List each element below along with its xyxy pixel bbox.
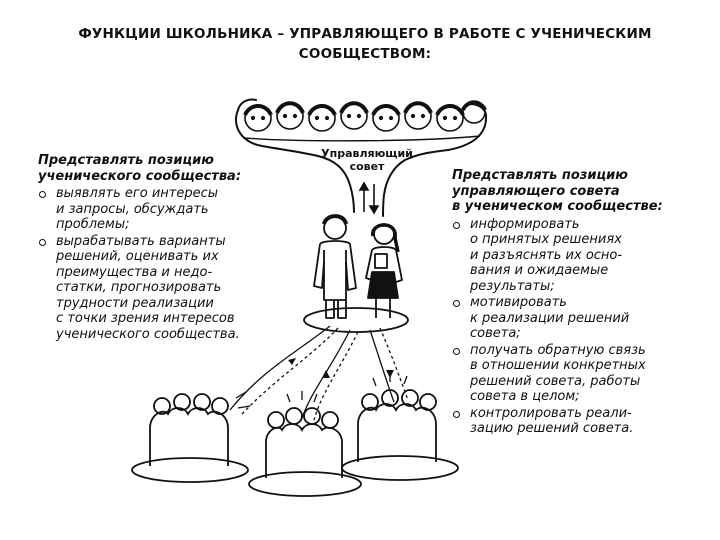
student-group-left <box>132 392 250 482</box>
list-item-line: вания и ожидаемые <box>470 263 609 278</box>
list-item-line: и запросы, обсуждать <box>56 201 209 217</box>
council-heads <box>244 101 485 141</box>
list-item-line: решений, оценивать их <box>56 249 219 264</box>
title-line-2: СООБЩЕСТВОМ: <box>298 46 432 62</box>
left-column <box>38 153 288 342</box>
list-item-line: получать обратную связь <box>470 342 646 358</box>
list-item-line: выявлять его интересы <box>56 186 218 201</box>
list-item-line: с точки зрения интересов <box>56 311 235 326</box>
student-representatives <box>304 216 408 332</box>
council-label: Управляющий совет <box>321 147 413 173</box>
council-head-1 <box>245 105 271 131</box>
right-column <box>452 168 692 437</box>
list-item-line: совета; <box>470 326 521 341</box>
council-head-6 <box>405 103 431 129</box>
list-item <box>452 295 692 342</box>
list-item <box>452 343 692 405</box>
council-head-3 <box>309 105 335 131</box>
list-item <box>38 186 288 233</box>
right-heading-line-1: Представлять позицию <box>452 168 628 183</box>
student-group-right <box>342 373 458 480</box>
list-item-line: преимущества и недо- <box>56 264 213 280</box>
list-item-line: статки, прогнозировать <box>56 280 222 295</box>
right-heading <box>452 168 692 215</box>
council-head-5 <box>373 105 399 131</box>
list-item <box>452 217 692 295</box>
flow-arrowheads <box>288 358 394 378</box>
council-head-2 <box>277 103 303 129</box>
right-heading-line-2: управляющего совета <box>452 183 620 199</box>
list-item-line: вырабатывать варианты <box>56 233 226 249</box>
boy-figure <box>314 216 356 318</box>
list-item <box>38 234 288 343</box>
list-item-line: проблемы; <box>56 217 130 232</box>
center-disc <box>304 308 408 332</box>
list-item-line: о принятых решениях <box>470 232 622 247</box>
title-line-1: ФУНКЦИИ ШКОЛЬНИКА – УПРАВЛЯЮЩЕГО В РАБОТЕ С УЧЕНИЧЕСКИМ <box>78 26 652 42</box>
student-group-middle <box>249 391 361 496</box>
list-item-line: информировать <box>470 216 580 232</box>
left-heading-line-1: Представлять позицию <box>38 153 214 168</box>
list-item-line: в отношении конкретных <box>470 358 646 373</box>
list-item-line: ученического сообщества. <box>56 326 240 342</box>
council-head-7 <box>437 105 463 131</box>
list-item-line: зацию решений совета. <box>470 421 634 436</box>
list-item-line: к реализации решений <box>470 310 630 326</box>
left-heading <box>38 153 288 184</box>
council-head-4 <box>341 103 367 129</box>
link-arrows <box>360 183 378 213</box>
list-item-line: мотивировать <box>470 295 567 310</box>
left-heading-line-2: ученического сообщества: <box>38 168 242 184</box>
list-item-line: контролировать реали- <box>470 405 632 421</box>
girl-figure <box>366 224 402 318</box>
list-item <box>452 406 692 437</box>
list-item-line: решений совета, работы <box>470 373 641 389</box>
list-item-line: результаты; <box>470 278 555 294</box>
list-item-line: и разъяснять их осно- <box>470 247 623 263</box>
right-heading-line-3: в ученическом сообществе: <box>452 199 663 214</box>
right-list <box>452 217 692 437</box>
left-list <box>38 186 288 342</box>
council-head-8 <box>463 101 485 123</box>
list-item-line: совета в целом; <box>470 389 580 404</box>
list-item-line: трудности реализации <box>56 295 214 311</box>
